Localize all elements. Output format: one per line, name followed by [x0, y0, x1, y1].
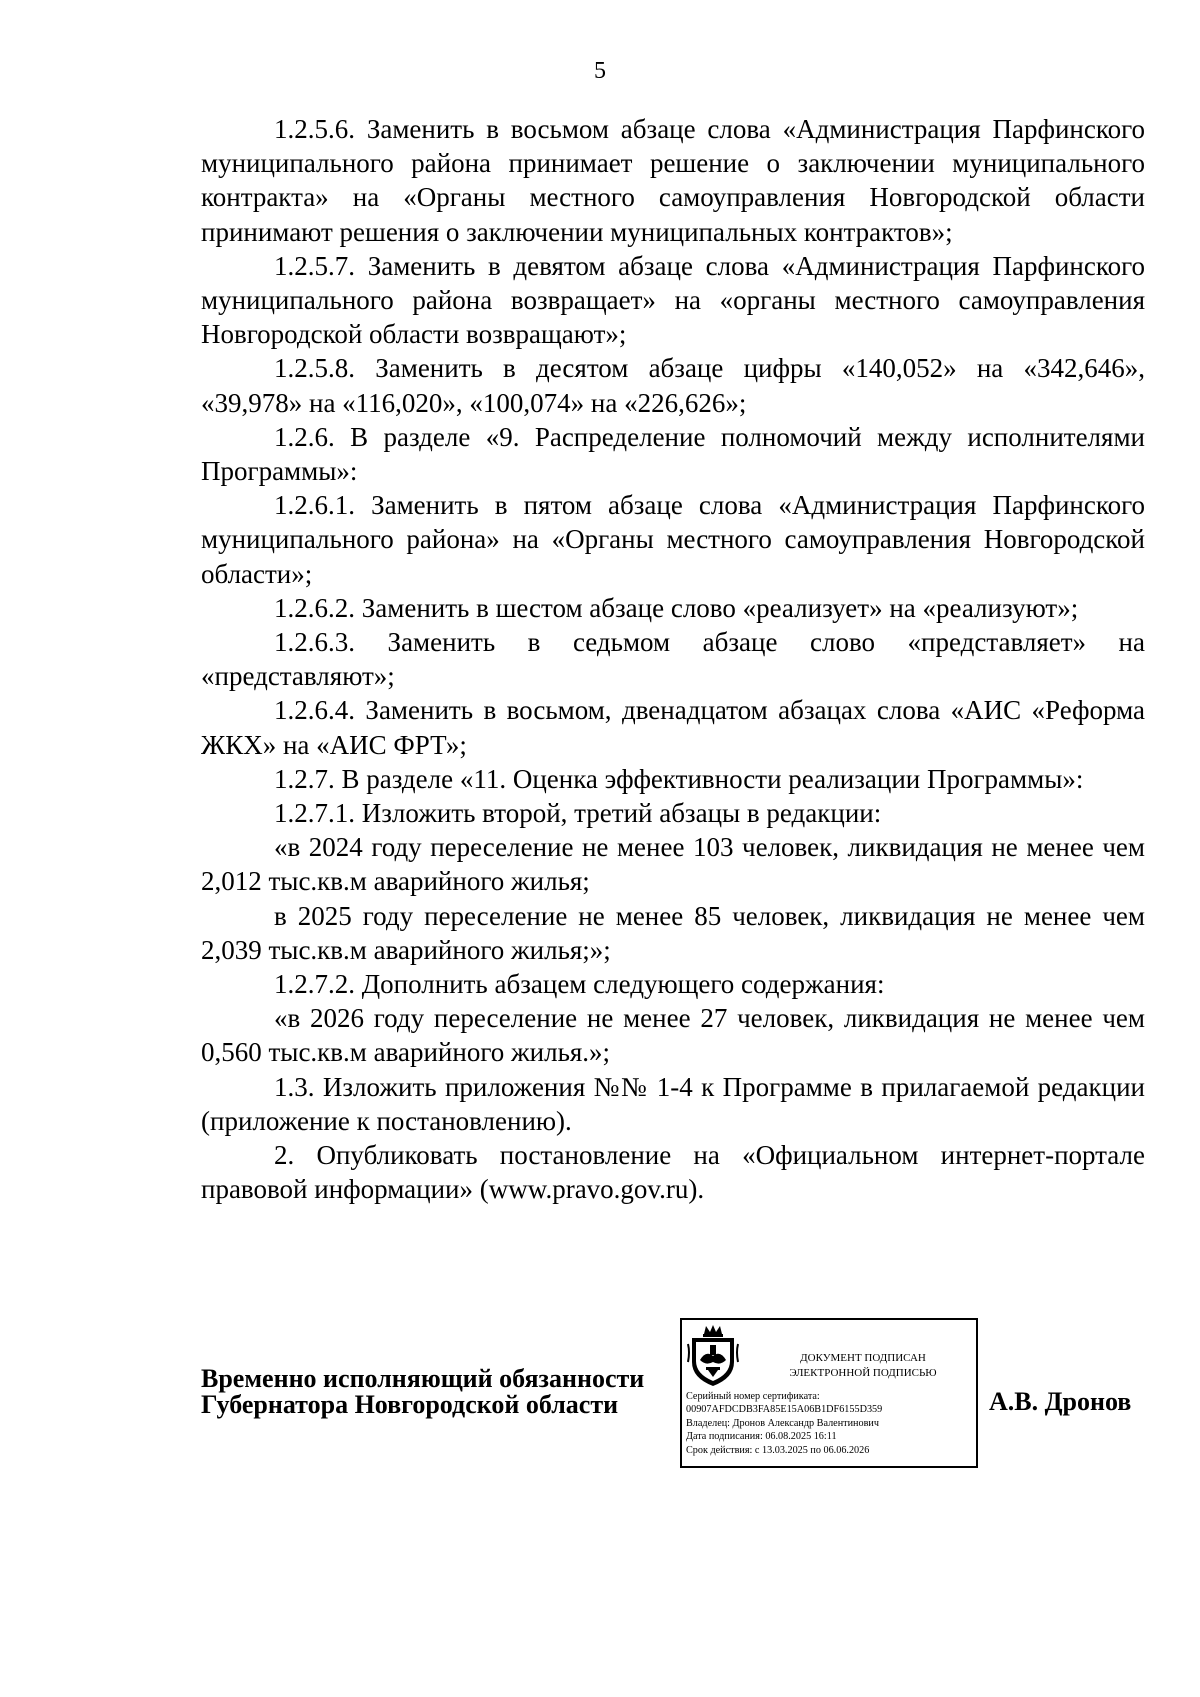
- stamp-header-line-1: ДОКУМЕНТ ПОДПИСАН: [800, 1352, 926, 1364]
- coat-of-arms-icon: [686, 1322, 740, 1388]
- paragraph-1-2-7-1: 1.2.7.1. Изложить второй, третий абзацы в редакции:: [274, 798, 882, 829]
- stamp-cert-label: Серийный номер сертификата:: [686, 1391, 820, 1402]
- paragraph-1-2-7-2: 1.2.7.2. Дополнить абзацем следующего содержания:: [274, 969, 885, 1000]
- signature-block: [0, 1318, 1200, 1478]
- document-body: [201, 112, 1145, 1207]
- paragraph-1-2-5-7: 1.2.5.7. Заменить в девятом абзаце слова «Администрация Парфинского муниципального района возвращает» на «органы местного самоуправления Новгородской области возвращают»;: [201, 250, 1145, 350]
- paragraph-quote-2026: «в 2026 году переселение не менее 27 человек, ликвидация не менее чем 0,560 тыс.кв.м аварийного жилья.»;: [201, 1003, 1145, 1068]
- signer-title-line-2: Губернатора Новгородской области: [201, 1390, 619, 1419]
- paragraph-1-2-6: 1.2.6. В разделе «9. Распределение полномочий между исполнителями Программы»:: [201, 421, 1145, 487]
- signer-title: [201, 1366, 671, 1418]
- paragraph-quote-2024: «в 2024 году переселение не менее 103 человек, ликвидация не менее чем 2,012 тыс.кв.м аварийного жилья;: [201, 832, 1145, 897]
- stamp-header-line-2: ЭЛЕКТРОННОЙ ПОДПИСЬЮ: [789, 1367, 937, 1379]
- electronic-signature-stamp: [680, 1318, 978, 1468]
- paragraph-1-2-5-8: 1.2.5.8. Заменить в десятом абзаце цифры «140,052» на «342,646», «39,978» на «116,020», «100,074» на «226,626»;: [201, 353, 1145, 418]
- stamp-validity: Срок действия: с 13.03.2025 по 06.06.2026: [686, 1444, 870, 1456]
- paragraph-quote-2025: в 2025 году переселение не менее 85 человек, ликвидация не менее чем 2,039 тыс.кв.м аварийного жилья;»;: [201, 900, 1145, 965]
- paragraph-1-2-6-2: 1.2.6.2. Заменить в шестом абзаце слово «реализует» на «реализуют»;: [274, 592, 1079, 623]
- paragraph-1-2-6-3: 1.2.6.3. Заменить в седьмом абзаце слово «представляет» на «представляют»;: [201, 627, 1145, 692]
- stamp-signed-date: Дата подписания: 06.08.2025 16:11: [686, 1431, 837, 1443]
- stamp-details: [686, 1390, 976, 1457]
- page-number: 5: [594, 58, 606, 84]
- paragraph-1-2-5-6: 1.2.5.6. Заменить в восьмом абзаце слова «Администрация Парфинского муниципального района принимает решение о заключении муниципального контракта» на «Органы местного самоуправления Новгородской области принимают решения о заключении муниципальных контрактов»;: [201, 114, 1145, 247]
- stamp-owner: Владелец: Дронов Александр Валентинович: [686, 1417, 879, 1429]
- paragraph-2: 2. Опубликовать постановление на «Официальном интернет-портале правовой информации» (www.pravo.gov.ru).: [201, 1140, 1145, 1205]
- stamp-cert-number: 00907AFDCDB3FA85E15A06B1DF6155D359: [686, 1404, 883, 1416]
- stamp-header: [764, 1351, 962, 1381]
- signer-title-line-1: Временно исполняющий обязанности: [201, 1364, 645, 1393]
- signer-name: А.В. Дронов: [989, 1387, 1132, 1416]
- paragraph-1-2-6-1: 1.2.6.1. Заменить в пятом абзаце слова «Администрация Парфинского муниципального района» на «Органы местного самоуправления Новгородской области»;: [201, 490, 1145, 589]
- paragraph-1-2-6-4: 1.2.6.4. Заменить в восьмом, двенадцатом абзацах слова «АИС «Реформа ЖКХ» на «АИС ФРТ»;: [201, 695, 1145, 760]
- paragraph-1-2-7: 1.2.7. В разделе «11. Оценка эффективности реализации Программы»:: [274, 763, 1084, 794]
- paragraph-1-3: 1.3. Изложить приложения №№ 1-4 к Программе в прилагаемой редакции (приложение к постановлению).: [201, 1071, 1145, 1136]
